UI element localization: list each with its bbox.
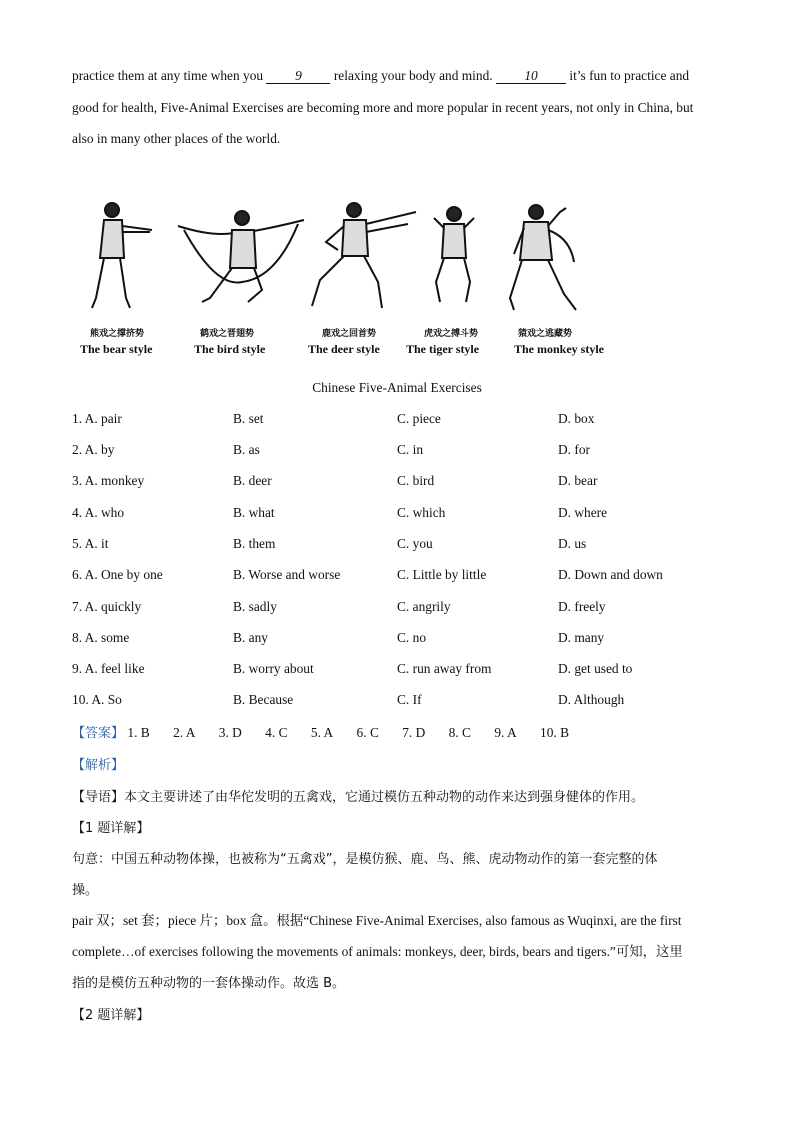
option-b: B. Because xyxy=(233,692,294,707)
option-a: 1. A. pair xyxy=(72,411,122,426)
option-a: 7. A. quickly xyxy=(72,599,142,614)
figure-label-en: The bear style xyxy=(80,342,153,356)
option-b: B. as xyxy=(233,442,260,457)
passage-text: practice them at any time when you xyxy=(72,68,264,83)
guide-text: 本文主要讲述了由华佗发明的五禽戏，它通过模仿五种动物的动作来达到强身健体的作用。 xyxy=(124,790,645,805)
analysis-tag: 【解析】 xyxy=(72,758,125,773)
question-row xyxy=(72,505,732,523)
figure-label-cn: 虎戏之搏斗势 xyxy=(424,329,479,339)
option-d: D. where xyxy=(558,505,608,520)
q1-detail: complete…of exercises following the movements of animals: monkeys, deer, birds, bears and tigers.”可知，这里 xyxy=(72,944,683,959)
q1-meaning: 句意：中国五种动物体操，也被称为“五禽戏”，是模仿猴、鹿、鸟、熊、虎动物动作的第一套完整的体 xyxy=(72,852,658,867)
deer-style-figure-icon xyxy=(308,198,418,318)
answer-tag: 【答案】 xyxy=(72,726,125,741)
question-row xyxy=(72,599,732,617)
question-row xyxy=(72,411,732,429)
option-b: B. them xyxy=(233,536,276,551)
option-b: B. Worse and worse xyxy=(233,567,341,582)
option-c: C. angrily xyxy=(397,599,451,614)
q1-title: 【1 题详解】 xyxy=(72,821,150,836)
question-row xyxy=(72,473,732,491)
passage-text: relaxing your body and mind. xyxy=(333,68,493,83)
figure-label-cn: 鹤戏之晋翅势 xyxy=(200,329,255,339)
option-c: C. you xyxy=(397,536,433,551)
passage-line-3: also in many other places of the world. xyxy=(72,131,281,146)
answer-item: 6. C xyxy=(356,725,379,740)
blank-10: 10 xyxy=(496,69,566,84)
passage-line-1 xyxy=(72,68,689,84)
option-c: C. in xyxy=(397,442,424,457)
question-row xyxy=(72,442,732,460)
option-c: C. piece xyxy=(397,411,441,426)
option-a: 3. A. monkey xyxy=(72,473,145,488)
bear-style-figure-icon xyxy=(82,198,162,318)
answer-item: 4. C xyxy=(265,725,288,740)
option-c: C. bird xyxy=(397,473,435,488)
option-b: B. what xyxy=(233,505,275,520)
option-a: 9. A. feel like xyxy=(72,661,145,676)
answer-item: 9. A xyxy=(494,725,517,740)
option-a: 2. A. by xyxy=(72,442,115,457)
figure-label-cn: 鹿戏之回首势 xyxy=(322,329,377,339)
option-a: 6. A. One by one xyxy=(72,567,163,582)
q1-meaning: 操。 xyxy=(72,883,99,898)
option-b: B. worry about xyxy=(233,661,314,676)
figure-label-en: The monkey style xyxy=(514,342,604,356)
option-a: 10. A. So xyxy=(72,692,122,707)
passage-text: it’s fun to practice and xyxy=(569,68,690,83)
answer-item: 3. D xyxy=(218,725,242,740)
option-c: C. no xyxy=(397,630,427,645)
option-b: B. any xyxy=(233,630,268,645)
option-d: D. freely xyxy=(558,599,606,614)
option-c: C. If xyxy=(397,692,422,707)
figure-caption: Chinese Five-Animal Exercises xyxy=(312,380,482,395)
answer-line xyxy=(72,722,589,741)
figure-label-en: The deer style xyxy=(308,342,380,356)
option-b: B. set xyxy=(233,411,264,426)
blank-9: 9 xyxy=(266,69,330,84)
figure-label-en: The bird style xyxy=(194,342,266,356)
q2-title: 【2 题详解】 xyxy=(72,1008,150,1023)
bird-style-figure-icon xyxy=(176,198,306,318)
answer-item: 10. B xyxy=(540,725,570,740)
option-b: B. deer xyxy=(233,473,272,488)
question-row xyxy=(72,661,732,679)
figure-label-cn: 熊戏之撑挤势 xyxy=(90,329,145,339)
answer-item: 2. A xyxy=(173,725,196,740)
option-d: D. Down and down xyxy=(558,567,663,582)
figure-label-en: The tiger style xyxy=(406,342,480,356)
tiger-style-figure-icon xyxy=(426,198,486,318)
answer-item: 7. D xyxy=(402,725,426,740)
option-b: B. sadly xyxy=(233,599,277,614)
question-row xyxy=(72,567,732,585)
question-row xyxy=(72,536,732,554)
guide-tag: 【导语】 xyxy=(72,790,125,805)
option-a: 4. A. who xyxy=(72,505,125,520)
question-row xyxy=(72,630,732,648)
guide-line xyxy=(72,786,644,805)
answer-item: 5. A xyxy=(310,725,334,740)
option-c: C. which xyxy=(397,505,446,520)
option-d: D. many xyxy=(558,630,605,645)
answer-item: 1. B xyxy=(127,725,150,740)
q1-detail: pair 双；set 套；piece 片；box 盒。根据“Chinese Five-Animal Exercises, also famous as Wuqinxi, are the first xyxy=(72,913,682,928)
option-d: D. Although xyxy=(558,692,625,707)
option-c: C. run away from xyxy=(397,661,492,676)
option-d: D. us xyxy=(558,536,587,551)
option-d: D. bear xyxy=(558,473,598,488)
option-d: D. for xyxy=(558,442,590,457)
option-a: 8. A. some xyxy=(72,630,130,645)
answer-item: 8. C xyxy=(448,725,471,740)
q1-detail: 指的是模仿五种动物的一套体操动作。故选 B。 xyxy=(72,976,346,991)
option-c: C. Little by little xyxy=(397,567,487,582)
option-a: 5. A. it xyxy=(72,536,109,551)
figure-label-cn: 猿戏之逃藏势 xyxy=(518,329,573,339)
option-d: D. box xyxy=(558,411,595,426)
passage-line-2: good for health, Five-Animal Exercises are becoming more and more popular in recent years, not only in China, but xyxy=(72,100,694,115)
question-row xyxy=(72,692,732,710)
option-d: D. get used to xyxy=(558,661,633,676)
monkey-style-figure-icon xyxy=(500,198,590,318)
